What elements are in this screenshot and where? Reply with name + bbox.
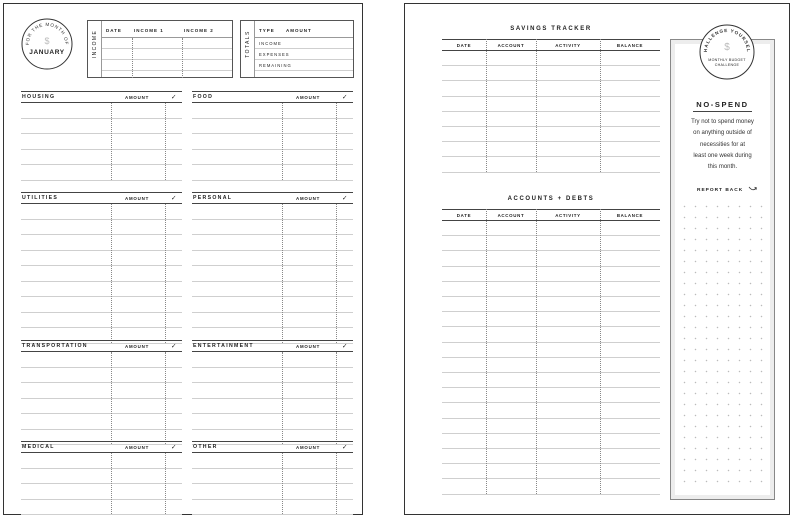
category-row[interactable] <box>21 514 182 515</box>
accounts-debts-table <box>442 209 660 509</box>
category-row[interactable] <box>192 149 353 150</box>
category-row[interactable] <box>21 499 182 500</box>
category-row[interactable] <box>192 250 353 251</box>
category-row[interactable] <box>21 413 182 414</box>
category-amount-header: AMOUNT <box>296 444 321 450</box>
check-icon: ✓ <box>171 342 177 350</box>
challenge-description <box>675 117 770 173</box>
check-icon: ✓ <box>342 342 348 350</box>
savings-row[interactable] <box>442 156 660 157</box>
income-table <box>87 20 233 78</box>
savings-tracker-title: SAVINGS TRACKER <box>510 26 592 32</box>
category-amount-header: AMOUNT <box>296 94 321 100</box>
category-row[interactable] <box>21 164 182 165</box>
category-row[interactable] <box>21 483 182 484</box>
category-name: HOUSING <box>22 94 56 100</box>
accounts-row[interactable] <box>442 357 660 358</box>
category-name: FOOD <box>193 94 214 100</box>
category-row[interactable] <box>192 398 353 399</box>
category-row[interactable] <box>21 265 182 266</box>
totals-row-income: INCOME <box>259 41 282 46</box>
category-row[interactable] <box>192 367 353 368</box>
category-row[interactable] <box>192 382 353 383</box>
category-table <box>21 91 182 180</box>
left-page <box>3 3 363 515</box>
category-row[interactable] <box>192 499 353 500</box>
check-icon: ✓ <box>342 194 348 202</box>
accounts-row[interactable] <box>442 494 660 495</box>
category-row[interactable] <box>192 164 353 165</box>
challenge-desc-line: on anything outside of <box>693 130 752 137</box>
savings-row[interactable] <box>442 80 660 81</box>
category-name: UTILITIES <box>22 195 59 201</box>
category-row[interactable] <box>21 327 182 328</box>
month-name[interactable]: JANUARY <box>29 49 65 56</box>
accounts-col-header: ACCOUNT <box>497 213 525 218</box>
category-row[interactable] <box>21 133 182 134</box>
category-row[interactable] <box>21 382 182 383</box>
curved-arrow-icon <box>748 185 758 193</box>
income-side-label: INCOME <box>92 29 98 59</box>
accounts-debts-title: ACCOUNTS + DEBTS <box>507 196 595 202</box>
check-icon: ✓ <box>171 194 177 202</box>
category-name: TRANSPORTATION <box>22 343 88 349</box>
accounts-col-header: DATE <box>456 213 472 218</box>
category-table <box>192 192 353 343</box>
totals-side-label: TOTALS <box>245 30 251 58</box>
category-amount-header: AMOUNT <box>125 94 150 100</box>
challenge-desc-line: least one week during <box>693 152 752 159</box>
challenge-arc-text: HALLENGE YOURSEL <box>702 27 752 53</box>
category-row[interactable] <box>21 429 182 430</box>
challenge-desc-line: necessities for at <box>699 141 746 148</box>
category-row[interactable] <box>192 180 353 181</box>
accounts-row[interactable] <box>442 448 660 449</box>
category-amount-header: AMOUNT <box>125 195 150 201</box>
category-row[interactable] <box>21 296 182 297</box>
savings-row[interactable] <box>442 111 660 112</box>
category-row[interactable] <box>192 483 353 484</box>
category-row[interactable] <box>192 468 353 469</box>
category-row[interactable] <box>21 398 182 399</box>
savings-row[interactable] <box>442 65 660 66</box>
check-icon: ✓ <box>171 93 177 101</box>
totals-row-remaining: REMAINING <box>259 63 292 68</box>
category-row[interactable] <box>192 281 353 282</box>
accounts-row[interactable] <box>442 418 660 419</box>
accounts-row[interactable] <box>442 463 660 464</box>
category-name: ENTERTAINMENT <box>193 343 254 349</box>
challenge-title: NO-SPEND <box>696 100 749 109</box>
challenge-dollar-icon: $ <box>724 42 730 53</box>
totals-col-type: TYPE <box>259 28 275 33</box>
category-row[interactable] <box>192 413 353 414</box>
challenge-desc-line: this month. <box>707 164 738 171</box>
category-table <box>192 91 353 180</box>
category-table <box>192 340 353 444</box>
report-back-dot-grid[interactable] <box>677 199 768 491</box>
category-amount-header: AMOUNT <box>125 343 150 349</box>
accounts-row[interactable] <box>442 235 660 236</box>
category-row[interactable] <box>192 327 353 328</box>
totals-col-amount: AMOUNT <box>286 28 312 33</box>
accounts-row[interactable] <box>442 387 660 388</box>
category-row[interactable] <box>21 149 182 150</box>
category-name: PERSONAL <box>193 195 233 201</box>
category-row[interactable] <box>21 118 182 119</box>
savings-row[interactable] <box>442 126 660 127</box>
check-icon: ✓ <box>342 443 348 451</box>
category-row[interactable] <box>192 296 353 297</box>
right-page <box>404 3 790 515</box>
savings-col-header: BALANCE <box>616 43 644 48</box>
category-name: OTHER <box>193 444 218 450</box>
accounts-row[interactable] <box>442 326 660 327</box>
accounts-row[interactable] <box>442 281 660 282</box>
check-icon: ✓ <box>342 93 348 101</box>
accounts-row[interactable] <box>442 250 660 251</box>
challenge-badge-line1: MONTHLY BUDGET <box>708 58 746 62</box>
accounts-row[interactable] <box>442 478 660 479</box>
totals-row-expenses: EXPENSES <box>259 52 290 57</box>
category-row[interactable] <box>192 265 353 266</box>
accounts-row[interactable] <box>442 311 660 312</box>
category-table <box>192 441 353 514</box>
category-row[interactable] <box>192 514 353 515</box>
challenge-badge-line2: CHALLENGE <box>714 63 740 67</box>
category-amount-header: AMOUNT <box>125 444 150 450</box>
category-row[interactable] <box>21 219 182 220</box>
accounts-row[interactable] <box>442 342 660 343</box>
check-icon: ✓ <box>171 443 177 451</box>
category-row[interactable] <box>192 234 353 235</box>
category-row[interactable] <box>21 312 182 313</box>
savings-row[interactable] <box>442 172 660 173</box>
category-row[interactable] <box>21 367 182 368</box>
category-row[interactable] <box>21 180 182 181</box>
category-row[interactable] <box>192 133 353 134</box>
challenge-desc-line: Try not to spend money <box>691 119 754 125</box>
category-table <box>21 192 182 343</box>
category-row[interactable] <box>192 429 353 430</box>
savings-col-header: ACCOUNT <box>497 43 525 48</box>
savings-tracker-table <box>442 39 660 179</box>
category-row[interactable] <box>192 312 353 313</box>
savings-col-header: ACTIVITY <box>555 43 581 48</box>
category-row[interactable] <box>21 281 182 282</box>
totals-table <box>240 20 354 78</box>
income-col-date: DATE <box>106 28 122 33</box>
challenge-badge <box>699 24 755 80</box>
accounts-col-header: ACTIVITY <box>555 213 581 218</box>
category-amount-header: AMOUNT <box>296 343 321 349</box>
income-col-income2: INCOME 2 <box>184 28 214 33</box>
category-table <box>21 340 182 444</box>
month-badge <box>21 18 73 70</box>
category-name: MEDICAL <box>22 444 55 450</box>
accounts-row[interactable] <box>442 433 660 434</box>
category-row[interactable] <box>192 118 353 119</box>
category-row[interactable] <box>21 234 182 235</box>
dollar-icon: $ <box>44 36 50 46</box>
savings-row[interactable] <box>442 141 660 142</box>
category-amount-header: AMOUNT <box>296 195 321 201</box>
challenge-inner <box>675 27 770 495</box>
month-arc-text: FOR THE MONTH OF <box>24 21 70 46</box>
income-col-income1: INCOME 1 <box>134 28 164 33</box>
category-row[interactable] <box>192 219 353 220</box>
accounts-col-header: BALANCE <box>616 213 644 218</box>
savings-row[interactable] <box>442 96 660 97</box>
category-row[interactable] <box>21 250 182 251</box>
accounts-row[interactable] <box>442 402 660 403</box>
report-back-label: REPORT BACK <box>697 188 744 193</box>
accounts-row[interactable] <box>442 266 660 267</box>
savings-col-header: DATE <box>456 43 472 48</box>
accounts-row[interactable] <box>442 296 660 297</box>
category-table <box>21 441 182 514</box>
accounts-row[interactable] <box>442 372 660 373</box>
category-row[interactable] <box>21 468 182 469</box>
challenge-panel <box>670 27 775 500</box>
